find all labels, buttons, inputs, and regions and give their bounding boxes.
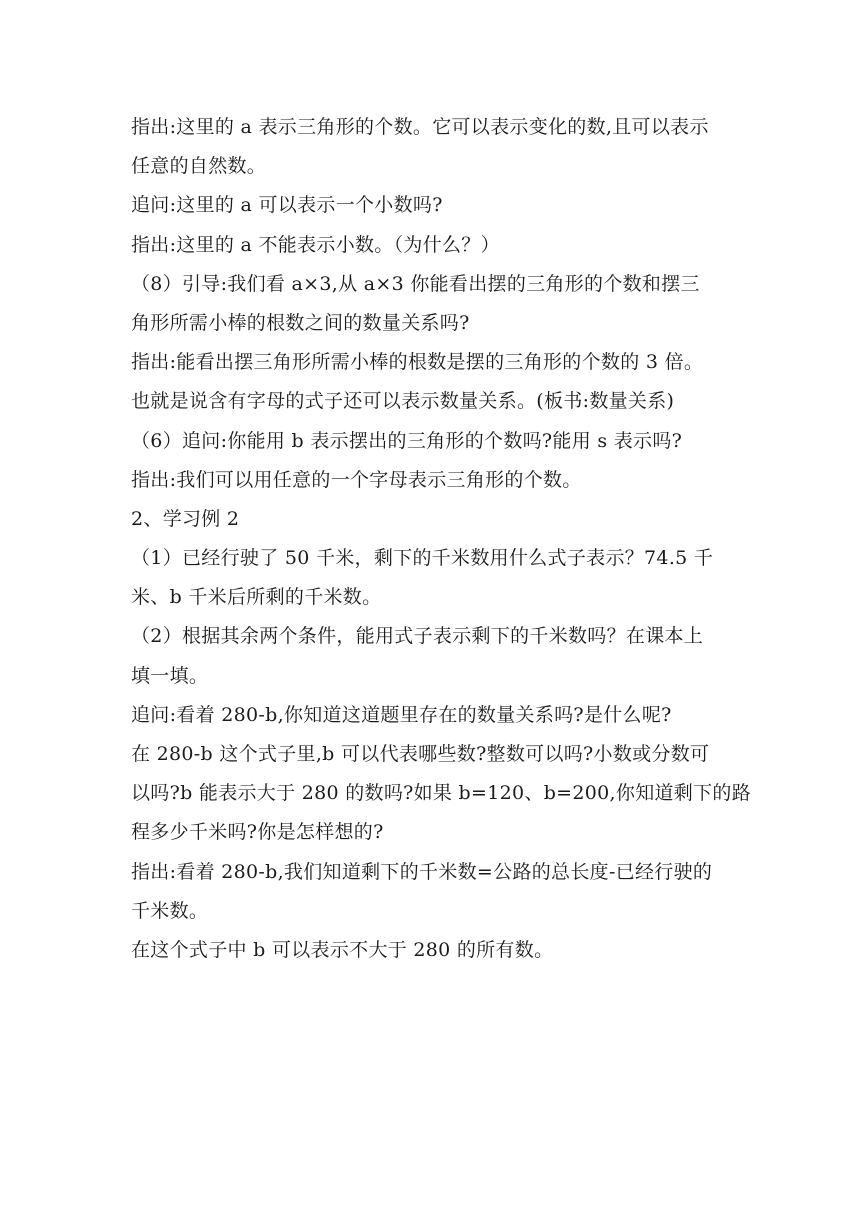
text-line: 追问:这里的 a 可以表示一个小数吗? (131, 194, 443, 217)
text-line: 米、b 千米后所剩的千米数。 (131, 586, 382, 609)
text-line: 指出:能看出摆三角形所需小棒的根数是摆的三角形的个数的 3 倍。 (131, 351, 704, 374)
text-line: 填一填。 (131, 664, 209, 687)
section-heading: 2、学习例 2 (131, 507, 240, 530)
text-line: 指出:看着 280-b,我们知道剩下的千米数=公路的总长度-已经行驶的 (131, 860, 713, 883)
text-line: （6）追问:你能用 b 表示摆出的三角形的个数吗?能用 s 表示吗? (131, 429, 683, 452)
text-line: （8）引导:我们看 a×3,从 a×3 你能看出摆的三角形的个数和摆三 (131, 272, 700, 295)
text-line: 千米数。 (131, 899, 209, 922)
text-line: 任意的自然数。 (131, 155, 267, 178)
text-line: （2）根据其余两个条件，能用式子表示剩下的千米数吗？在课本上 (131, 625, 704, 648)
text-line: 在 280-b 这个式子里,b 可以代表哪些数?整数可以吗?小数或分数可 (131, 743, 710, 765)
text-line: 追问:看着 280-b,你知道这道题里存在的数量关系吗?是什么呢? (131, 703, 672, 726)
document-body (131, 108, 751, 970)
text-line: 指出:这里的 a 不能表示小数。（为什么？） (131, 233, 500, 256)
text-line: 在这个式子中 b 可以表示不大于 280 的所有数。 (131, 938, 554, 961)
text-line: 角形所需小棒的根数之间的数量关系吗? (131, 311, 470, 334)
text-line: 程多少千米吗?你是怎样想的? (131, 821, 384, 844)
text-line: 也就是说含有字母的式子还可以表示数量关系。(板书:数量关系) (131, 390, 675, 413)
text-line: 指出:这里的 a 表示三角形的个数。它可以表示变化的数,且可以表示 (131, 116, 709, 138)
text-line: （1）已经行驶了 50 千米，剩下的千米数用什么式子表示？74.5 千 (131, 547, 714, 570)
text-line: 以吗?b 能表示大于 280 的数吗?如果 b=120、b=200,你知道剩下的路 (131, 782, 751, 805)
text-line: 指出:我们可以用任意的一个字母表示三角形的个数。 (131, 468, 582, 491)
